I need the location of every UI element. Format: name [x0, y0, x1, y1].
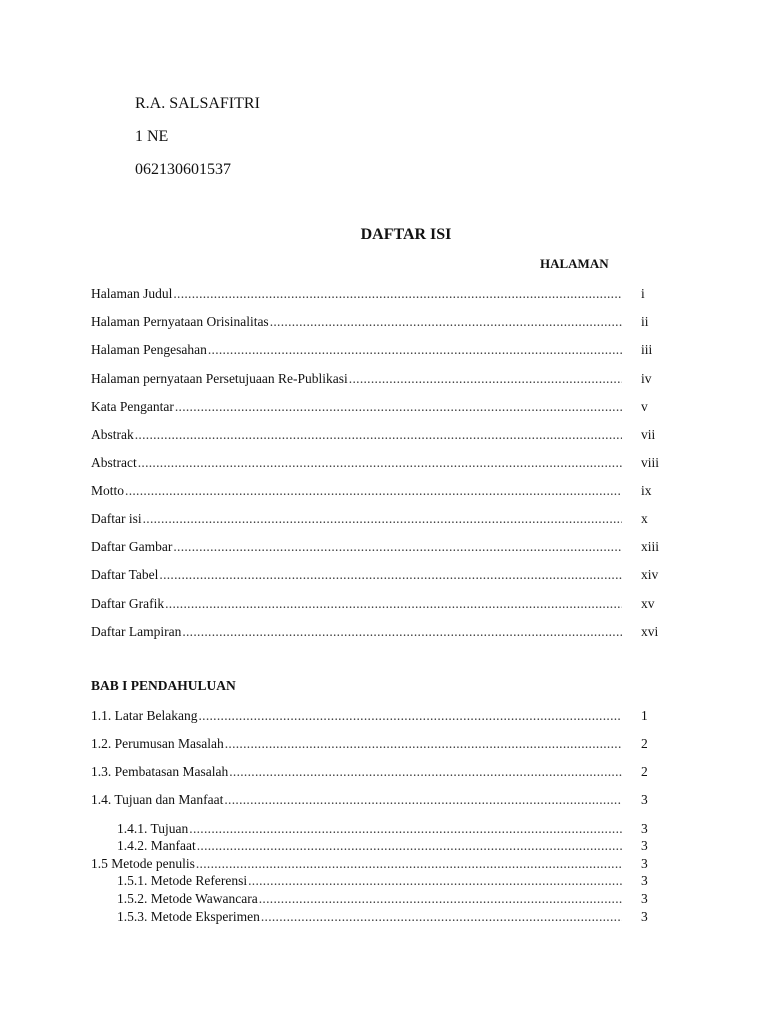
toc-label: Daftar isi	[91, 511, 142, 526]
toc-page-number: xiii	[641, 539, 660, 554]
toc-page-number: xvi	[641, 624, 659, 639]
toc-row	[91, 707, 622, 725]
toc-label: Motto	[91, 483, 125, 498]
chapter-heading: BAB I PENDAHULUAN	[91, 678, 236, 693]
toc-row	[91, 890, 622, 908]
dot-leader	[125, 482, 622, 500]
dot-leader	[197, 837, 622, 855]
dot-leader	[248, 872, 622, 890]
toc-label: Daftar Grafik	[91, 596, 165, 611]
dot-leader	[261, 908, 622, 926]
toc-label: Halaman Pengesahan	[91, 342, 207, 357]
toc-row	[91, 763, 622, 781]
toc-row	[91, 426, 622, 444]
dot-leader	[182, 623, 622, 641]
toc-label: 1.5.1. Metode Referensi	[117, 873, 248, 888]
dot-leader	[259, 890, 622, 908]
dot-leader	[224, 791, 622, 809]
dot-leader	[196, 855, 622, 873]
toc-label: 1.5.2. Metode Wawancara	[117, 891, 258, 906]
toc-page-number: iii	[641, 342, 653, 357]
dot-leader	[225, 735, 622, 753]
toc-row	[91, 341, 622, 359]
toc-page-number: iv	[641, 371, 652, 386]
toc-page-number: 2	[641, 764, 648, 779]
dot-leader	[198, 707, 622, 725]
toc-row	[91, 538, 622, 556]
dot-leader	[173, 538, 622, 556]
toc-label: Daftar Lampiran	[91, 624, 182, 639]
toc-page-number: 3	[641, 856, 648, 871]
toc-page-number: 1	[641, 708, 648, 723]
author-id-number: 062130601537	[135, 161, 231, 178]
page-column-label: HALAMAN	[540, 256, 609, 271]
author-header	[135, 94, 260, 193]
toc-label: Halaman Pernyataan Orisinalitas	[91, 314, 269, 329]
toc-row	[91, 510, 622, 528]
toc-row	[91, 791, 622, 809]
toc-page-number: 3	[641, 873, 648, 888]
dot-leader	[138, 454, 622, 472]
dot-leader	[189, 820, 622, 838]
toc-page-number: viii	[641, 455, 660, 470]
toc-label: Daftar Gambar	[91, 539, 173, 554]
toc-label: 1.2. Perumusan Masalah	[91, 736, 224, 751]
toc-label: 1.5.3. Metode Eksperimen	[117, 909, 260, 924]
dot-leader	[270, 313, 622, 331]
toc-label: 1.1. Latar Belakang	[91, 708, 198, 723]
toc-label: Kata Pengantar	[91, 399, 174, 414]
page-title: DAFTAR ISI	[360, 226, 452, 243]
toc-page-number: 3	[641, 821, 648, 836]
toc-row	[91, 370, 622, 388]
dot-leader	[165, 595, 622, 613]
dot-leader	[159, 566, 622, 584]
toc-label: 1.4.2. Manfaat	[117, 838, 196, 853]
toc-row	[91, 623, 622, 641]
toc-page-number: 2	[641, 736, 648, 751]
toc-label: Abstrak	[91, 427, 134, 442]
toc-page-number: i	[641, 286, 645, 301]
dot-leader	[349, 370, 622, 388]
toc-page-number: 3	[641, 891, 648, 906]
toc-row	[91, 872, 622, 890]
toc-row	[91, 855, 622, 873]
toc-row	[91, 566, 622, 584]
toc-row	[91, 454, 622, 472]
toc-row	[91, 735, 622, 753]
dot-leader	[135, 426, 622, 444]
toc-row	[91, 482, 622, 500]
toc-row	[91, 908, 622, 926]
toc-label: Daftar Tabel	[91, 567, 159, 582]
author-name: R.A. SALSAFITRI	[135, 95, 260, 112]
toc-page-number: 3	[641, 792, 648, 807]
toc-row	[91, 398, 622, 416]
toc-page-number: xv	[641, 596, 655, 611]
toc-row	[91, 820, 622, 838]
toc-page-number: ii	[641, 314, 649, 329]
toc-page-number: 3	[641, 909, 648, 924]
toc-row	[91, 837, 622, 855]
toc-page-number: vii	[641, 427, 656, 442]
toc-label: 1.3. Pembatasan Masalah	[91, 764, 229, 779]
dot-leader	[143, 510, 622, 528]
toc-label: 1.5 Metode penulis	[91, 856, 195, 871]
toc-row	[91, 595, 622, 613]
toc-page-number: x	[641, 511, 648, 526]
toc-label: Abstract	[91, 455, 137, 470]
toc-label: Halaman Judul	[91, 286, 173, 301]
author-class: 1 NE	[135, 128, 169, 145]
toc-page-number: ix	[641, 483, 652, 498]
toc-label: Halaman pernyataan Persetujuaan Re-Publikasi	[91, 371, 348, 386]
dot-leader	[208, 341, 622, 359]
toc-label: 1.4. Tujuan dan Manfaat	[91, 792, 224, 807]
toc-page-number: 3	[641, 838, 648, 853]
toc-label: 1.4.1. Tujuan	[117, 821, 189, 836]
toc-page-number: v	[641, 399, 648, 414]
dot-leader	[229, 763, 622, 781]
toc-row	[91, 313, 622, 331]
toc-row	[91, 285, 622, 303]
dot-leader	[173, 285, 622, 303]
toc-page-number: xiv	[641, 567, 659, 582]
dot-leader	[175, 398, 622, 416]
